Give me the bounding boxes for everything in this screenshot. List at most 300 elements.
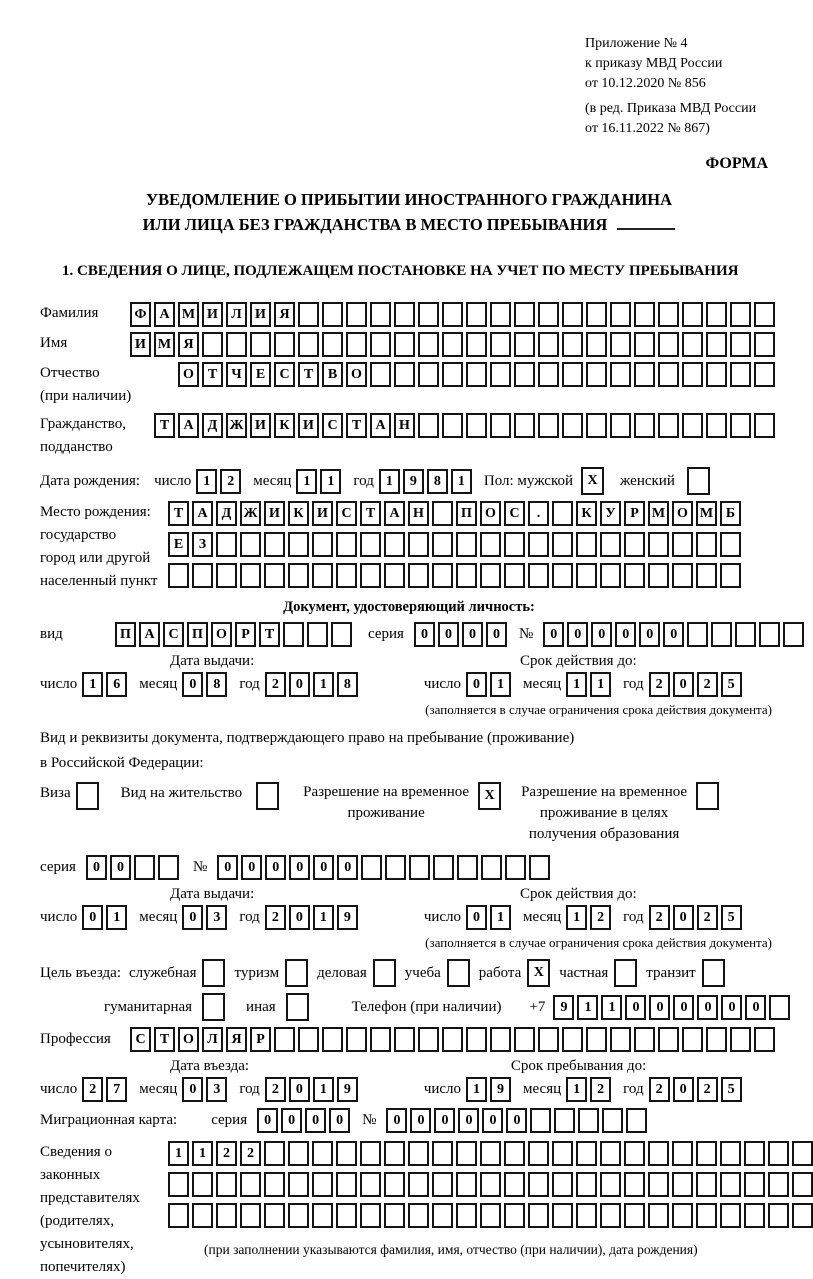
char-cell[interactable]: 0: [482, 1108, 503, 1133]
char-cell[interactable]: [720, 563, 741, 588]
char-cell[interactable]: 9: [337, 1077, 358, 1102]
char-cell[interactable]: [216, 563, 237, 588]
char-cell[interactable]: [538, 302, 559, 327]
char-cell[interactable]: 0: [265, 855, 286, 880]
char-cell[interactable]: Т: [154, 1027, 175, 1052]
char-cell[interactable]: [538, 332, 559, 357]
char-cell[interactable]: [658, 362, 679, 387]
char-cell[interactable]: 5: [721, 672, 742, 697]
char-cell[interactable]: [298, 302, 319, 327]
char-cell[interactable]: 0: [663, 622, 684, 647]
char-cell[interactable]: 1: [313, 672, 334, 697]
char-cell[interactable]: [466, 332, 487, 357]
char-cell[interactable]: 2: [220, 469, 241, 494]
char-cell[interactable]: [552, 563, 573, 588]
char-cell[interactable]: [529, 855, 550, 880]
char-cell[interactable]: [634, 1027, 655, 1052]
char-cell[interactable]: [250, 332, 271, 357]
char-cell[interactable]: 0: [182, 905, 203, 930]
char-cell[interactable]: 3: [206, 1077, 227, 1102]
char-cell[interactable]: [768, 1172, 789, 1197]
char-cell[interactable]: 1: [577, 995, 598, 1020]
char-cell[interactable]: [226, 332, 247, 357]
char-cell[interactable]: Т: [259, 622, 280, 647]
char-cell[interactable]: [538, 362, 559, 387]
char-cell[interactable]: А: [178, 413, 199, 438]
char-cell[interactable]: [624, 1172, 645, 1197]
char-cell[interactable]: [634, 302, 655, 327]
char-cell[interactable]: [504, 532, 525, 557]
char-cell[interactable]: [192, 1203, 213, 1228]
char-cell[interactable]: О: [346, 362, 367, 387]
char-cell[interactable]: [658, 1027, 679, 1052]
char-cell[interactable]: [614, 959, 637, 987]
char-cell[interactable]: 0: [82, 905, 103, 930]
char-cell[interactable]: 2: [240, 1141, 261, 1166]
char-cell[interactable]: [552, 1141, 573, 1166]
char-cell[interactable]: 1: [296, 469, 317, 494]
char-cell[interactable]: [394, 362, 415, 387]
char-cell[interactable]: [442, 362, 463, 387]
char-cell[interactable]: [288, 563, 309, 588]
char-cell[interactable]: [504, 1172, 525, 1197]
char-cell[interactable]: [706, 302, 727, 327]
char-cell[interactable]: 2: [697, 672, 718, 697]
char-cell[interactable]: 8: [337, 672, 358, 697]
char-cell[interactable]: 0: [305, 1108, 326, 1133]
char-cell[interactable]: [706, 332, 727, 357]
char-cell[interactable]: Е: [250, 362, 271, 387]
char-cell[interactable]: Т: [346, 413, 367, 438]
char-cell[interactable]: [768, 1203, 789, 1228]
char-cell[interactable]: [562, 362, 583, 387]
char-cell[interactable]: [312, 1141, 333, 1166]
char-cell[interactable]: И: [202, 302, 223, 327]
char-cell[interactable]: [696, 563, 717, 588]
char-cell[interactable]: [610, 1027, 631, 1052]
char-cell[interactable]: 1: [490, 672, 511, 697]
char-cell[interactable]: 2: [590, 1077, 611, 1102]
char-cell[interactable]: [562, 332, 583, 357]
char-cell[interactable]: [792, 1203, 813, 1228]
char-cell[interactable]: Я: [178, 332, 199, 357]
char-cell[interactable]: А: [192, 501, 213, 526]
char-cell[interactable]: И: [250, 302, 271, 327]
char-cell[interactable]: [648, 1141, 669, 1166]
char-cell[interactable]: [504, 563, 525, 588]
char-cell[interactable]: М: [154, 332, 175, 357]
char-cell[interactable]: 0: [639, 622, 660, 647]
char-cell[interactable]: [408, 1141, 429, 1166]
char-cell[interactable]: [346, 302, 367, 327]
char-cell[interactable]: 0: [486, 622, 507, 647]
char-cell[interactable]: 1: [196, 469, 217, 494]
char-cell[interactable]: [442, 302, 463, 327]
char-cell[interactable]: 0: [241, 855, 262, 880]
char-cell[interactable]: [578, 1108, 599, 1133]
char-cell[interactable]: [312, 1203, 333, 1228]
char-cell[interactable]: [360, 1172, 381, 1197]
char-cell[interactable]: Т: [298, 362, 319, 387]
char-cell[interactable]: А: [384, 501, 405, 526]
char-cell[interactable]: П: [187, 622, 208, 647]
char-cell[interactable]: [264, 1203, 285, 1228]
char-cell[interactable]: [711, 622, 732, 647]
char-cell[interactable]: [504, 1141, 525, 1166]
char-cell[interactable]: [658, 302, 679, 327]
char-cell[interactable]: [586, 362, 607, 387]
char-cell[interactable]: 1: [168, 1141, 189, 1166]
char-cell[interactable]: [610, 362, 631, 387]
char-cell[interactable]: Б: [720, 501, 741, 526]
char-cell[interactable]: [360, 532, 381, 557]
char-cell[interactable]: [610, 332, 631, 357]
char-cell[interactable]: [624, 563, 645, 588]
char-cell[interactable]: [285, 959, 308, 987]
char-cell[interactable]: [562, 302, 583, 327]
char-cell[interactable]: [490, 1027, 511, 1052]
char-cell[interactable]: 2: [216, 1141, 237, 1166]
char-cell[interactable]: [504, 1203, 525, 1228]
char-cell[interactable]: 0: [289, 672, 310, 697]
char-cell[interactable]: [312, 532, 333, 557]
char-cell[interactable]: [418, 332, 439, 357]
char-cell[interactable]: [433, 855, 454, 880]
char-cell[interactable]: О: [178, 362, 199, 387]
char-cell[interactable]: О: [178, 1027, 199, 1052]
char-cell[interactable]: [682, 302, 703, 327]
char-cell[interactable]: 0: [414, 622, 435, 647]
char-cell[interactable]: И: [264, 501, 285, 526]
char-cell[interactable]: [514, 332, 535, 357]
char-cell[interactable]: [538, 1027, 559, 1052]
char-cell[interactable]: И: [130, 332, 151, 357]
char-cell[interactable]: 2: [697, 1077, 718, 1102]
char-cell[interactable]: [754, 302, 775, 327]
char-cell[interactable]: [346, 1027, 367, 1052]
char-cell[interactable]: [168, 563, 189, 588]
char-cell[interactable]: [720, 1172, 741, 1197]
char-cell[interactable]: [322, 302, 343, 327]
char-cell[interactable]: О: [211, 622, 232, 647]
char-cell[interactable]: 6: [106, 672, 127, 697]
char-cell[interactable]: У: [600, 501, 621, 526]
char-cell[interactable]: 7: [106, 1077, 127, 1102]
char-cell[interactable]: [432, 1203, 453, 1228]
char-cell[interactable]: [730, 362, 751, 387]
char-cell[interactable]: [624, 1203, 645, 1228]
char-cell[interactable]: [466, 362, 487, 387]
char-cell[interactable]: [696, 1203, 717, 1228]
char-cell[interactable]: [624, 532, 645, 557]
char-cell[interactable]: [394, 302, 415, 327]
char-cell[interactable]: [600, 563, 621, 588]
char-cell[interactable]: [418, 362, 439, 387]
char-cell[interactable]: 1: [192, 1141, 213, 1166]
char-cell[interactable]: [514, 413, 535, 438]
char-cell[interactable]: [456, 1141, 477, 1166]
char-cell[interactable]: [480, 563, 501, 588]
char-cell[interactable]: [672, 1203, 693, 1228]
char-cell[interactable]: [346, 332, 367, 357]
char-cell[interactable]: 8: [206, 672, 227, 697]
char-cell[interactable]: [394, 1027, 415, 1052]
char-cell[interactable]: [216, 532, 237, 557]
char-cell[interactable]: К: [576, 501, 597, 526]
char-cell[interactable]: [360, 1141, 381, 1166]
char-cell[interactable]: [687, 467, 710, 495]
char-cell[interactable]: Ж: [226, 413, 247, 438]
char-cell[interactable]: 0: [543, 622, 564, 647]
char-cell[interactable]: 0: [410, 1108, 431, 1133]
char-cell[interactable]: [600, 1172, 621, 1197]
char-cell[interactable]: [264, 532, 285, 557]
char-cell[interactable]: 3: [206, 905, 227, 930]
char-cell[interactable]: [442, 413, 463, 438]
char-cell[interactable]: [730, 302, 751, 327]
char-cell[interactable]: К: [288, 501, 309, 526]
char-cell[interactable]: [634, 332, 655, 357]
char-cell[interactable]: 2: [649, 905, 670, 930]
char-cell[interactable]: Д: [216, 501, 237, 526]
char-cell[interactable]: [658, 332, 679, 357]
char-cell[interactable]: 1: [313, 1077, 334, 1102]
char-cell[interactable]: [264, 1141, 285, 1166]
char-cell[interactable]: [408, 532, 429, 557]
char-cell[interactable]: X: [478, 782, 501, 810]
char-cell[interactable]: 0: [110, 855, 131, 880]
char-cell[interactable]: М: [648, 501, 669, 526]
char-cell[interactable]: [528, 532, 549, 557]
char-cell[interactable]: [384, 532, 405, 557]
char-cell[interactable]: [538, 413, 559, 438]
char-cell[interactable]: [586, 1027, 607, 1052]
char-cell[interactable]: [384, 1172, 405, 1197]
char-cell[interactable]: [552, 532, 573, 557]
char-cell[interactable]: 0: [466, 672, 487, 697]
char-cell[interactable]: [783, 622, 804, 647]
char-cell[interactable]: [298, 332, 319, 357]
char-cell[interactable]: [442, 1027, 463, 1052]
char-cell[interactable]: [744, 1141, 765, 1166]
char-cell[interactable]: [274, 332, 295, 357]
char-cell[interactable]: [514, 302, 535, 327]
char-cell[interactable]: 2: [265, 905, 286, 930]
char-cell[interactable]: [672, 563, 693, 588]
char-cell[interactable]: [769, 995, 790, 1020]
char-cell[interactable]: [432, 532, 453, 557]
char-cell[interactable]: [552, 501, 573, 526]
char-cell[interactable]: Д: [202, 413, 223, 438]
char-cell[interactable]: [602, 1108, 623, 1133]
char-cell[interactable]: [192, 1172, 213, 1197]
char-cell[interactable]: [682, 1027, 703, 1052]
char-cell[interactable]: Р: [235, 622, 256, 647]
char-cell[interactable]: [409, 855, 430, 880]
char-cell[interactable]: [562, 413, 583, 438]
char-cell[interactable]: [370, 302, 391, 327]
char-cell[interactable]: Л: [202, 1027, 223, 1052]
char-cell[interactable]: [634, 413, 655, 438]
char-cell[interactable]: [274, 1027, 295, 1052]
char-cell[interactable]: [600, 1203, 621, 1228]
char-cell[interactable]: 0: [438, 622, 459, 647]
char-cell[interactable]: 9: [490, 1077, 511, 1102]
char-cell[interactable]: [418, 1027, 439, 1052]
char-cell[interactable]: [576, 1172, 597, 1197]
char-cell[interactable]: [610, 302, 631, 327]
char-cell[interactable]: [331, 622, 352, 647]
char-cell[interactable]: [730, 1027, 751, 1052]
char-cell[interactable]: [408, 1172, 429, 1197]
char-cell[interactable]: [418, 302, 439, 327]
char-cell[interactable]: 1: [106, 905, 127, 930]
char-cell[interactable]: [373, 959, 396, 987]
char-cell[interactable]: 5: [721, 1077, 742, 1102]
char-cell[interactable]: Н: [408, 501, 429, 526]
char-cell[interactable]: [216, 1203, 237, 1228]
char-cell[interactable]: [322, 332, 343, 357]
char-cell[interactable]: [288, 1141, 309, 1166]
char-cell[interactable]: .: [528, 501, 549, 526]
char-cell[interactable]: И: [312, 501, 333, 526]
char-cell[interactable]: [466, 413, 487, 438]
char-cell[interactable]: [648, 563, 669, 588]
char-cell[interactable]: [576, 1203, 597, 1228]
char-cell[interactable]: [336, 1203, 357, 1228]
char-cell[interactable]: 0: [673, 995, 694, 1020]
char-cell[interactable]: [744, 1203, 765, 1228]
char-cell[interactable]: [624, 1141, 645, 1166]
char-cell[interactable]: 2: [265, 1077, 286, 1102]
char-cell[interactable]: [480, 1203, 501, 1228]
char-cell[interactable]: [634, 362, 655, 387]
char-cell[interactable]: X: [527, 959, 550, 987]
char-cell[interactable]: [720, 1141, 741, 1166]
char-cell[interactable]: 1: [313, 905, 334, 930]
char-cell[interactable]: [754, 362, 775, 387]
char-cell[interactable]: [586, 413, 607, 438]
char-cell[interactable]: [385, 855, 406, 880]
char-cell[interactable]: 9: [337, 905, 358, 930]
char-cell[interactable]: [432, 1141, 453, 1166]
char-cell[interactable]: О: [672, 501, 693, 526]
char-cell[interactable]: 0: [567, 622, 588, 647]
char-cell[interactable]: [466, 1027, 487, 1052]
char-cell[interactable]: С: [130, 1027, 151, 1052]
char-cell[interactable]: 2: [649, 1077, 670, 1102]
char-cell[interactable]: [336, 563, 357, 588]
char-cell[interactable]: 0: [313, 855, 334, 880]
char-cell[interactable]: Я: [226, 1027, 247, 1052]
char-cell[interactable]: [240, 563, 261, 588]
char-cell[interactable]: [672, 532, 693, 557]
char-cell[interactable]: [168, 1203, 189, 1228]
char-cell[interactable]: [447, 959, 470, 987]
char-cell[interactable]: [528, 1141, 549, 1166]
char-cell[interactable]: [432, 501, 453, 526]
char-cell[interactable]: [576, 1141, 597, 1166]
char-cell[interactable]: [576, 563, 597, 588]
char-cell[interactable]: [134, 855, 155, 880]
char-cell[interactable]: [384, 563, 405, 588]
char-cell[interactable]: [528, 1203, 549, 1228]
char-cell[interactable]: [336, 532, 357, 557]
char-cell[interactable]: [288, 1172, 309, 1197]
char-cell[interactable]: 0: [673, 905, 694, 930]
char-cell[interactable]: [322, 1027, 343, 1052]
char-cell[interactable]: [456, 563, 477, 588]
char-cell[interactable]: 1: [451, 469, 472, 494]
char-cell[interactable]: [768, 1141, 789, 1166]
char-cell[interactable]: 1: [490, 905, 511, 930]
char-cell[interactable]: Р: [250, 1027, 271, 1052]
char-cell[interactable]: [370, 362, 391, 387]
char-cell[interactable]: [626, 1108, 647, 1133]
char-cell[interactable]: 1: [590, 672, 611, 697]
char-cell[interactable]: [240, 1203, 261, 1228]
char-cell[interactable]: [480, 1172, 501, 1197]
char-cell[interactable]: [586, 302, 607, 327]
char-cell[interactable]: [490, 302, 511, 327]
char-cell[interactable]: 1: [379, 469, 400, 494]
char-cell[interactable]: [528, 563, 549, 588]
char-cell[interactable]: [360, 563, 381, 588]
char-cell[interactable]: [394, 332, 415, 357]
char-cell[interactable]: [370, 1027, 391, 1052]
char-cell[interactable]: 0: [625, 995, 646, 1020]
char-cell[interactable]: [682, 413, 703, 438]
char-cell[interactable]: [202, 959, 225, 987]
char-cell[interactable]: С: [322, 413, 343, 438]
char-cell[interactable]: [490, 362, 511, 387]
char-cell[interactable]: [552, 1172, 573, 1197]
char-cell[interactable]: А: [154, 302, 175, 327]
char-cell[interactable]: [432, 1172, 453, 1197]
char-cell[interactable]: 2: [697, 905, 718, 930]
char-cell[interactable]: [682, 332, 703, 357]
char-cell[interactable]: [408, 563, 429, 588]
char-cell[interactable]: [202, 993, 225, 1021]
char-cell[interactable]: 0: [329, 1108, 350, 1133]
char-cell[interactable]: 0: [466, 905, 487, 930]
char-cell[interactable]: [288, 532, 309, 557]
char-cell[interactable]: [682, 362, 703, 387]
char-cell[interactable]: 0: [281, 1108, 302, 1133]
char-cell[interactable]: [240, 532, 261, 557]
char-cell[interactable]: [312, 563, 333, 588]
char-cell[interactable]: Р: [624, 501, 645, 526]
char-cell[interactable]: 0: [289, 855, 310, 880]
char-cell[interactable]: 0: [434, 1108, 455, 1133]
char-cell[interactable]: [672, 1141, 693, 1166]
char-cell[interactable]: [754, 332, 775, 357]
char-cell[interactable]: 0: [649, 995, 670, 1020]
char-cell[interactable]: [754, 413, 775, 438]
char-cell[interactable]: Т: [168, 501, 189, 526]
char-cell[interactable]: Т: [154, 413, 175, 438]
char-cell[interactable]: [361, 855, 382, 880]
char-cell[interactable]: [76, 782, 99, 810]
char-cell[interactable]: [530, 1108, 551, 1133]
char-cell[interactable]: [202, 332, 223, 357]
char-cell[interactable]: [648, 532, 669, 557]
char-cell[interactable]: 9: [403, 469, 424, 494]
char-cell[interactable]: [216, 1172, 237, 1197]
char-cell[interactable]: С: [336, 501, 357, 526]
char-cell[interactable]: [702, 959, 725, 987]
char-cell[interactable]: Ж: [240, 501, 261, 526]
